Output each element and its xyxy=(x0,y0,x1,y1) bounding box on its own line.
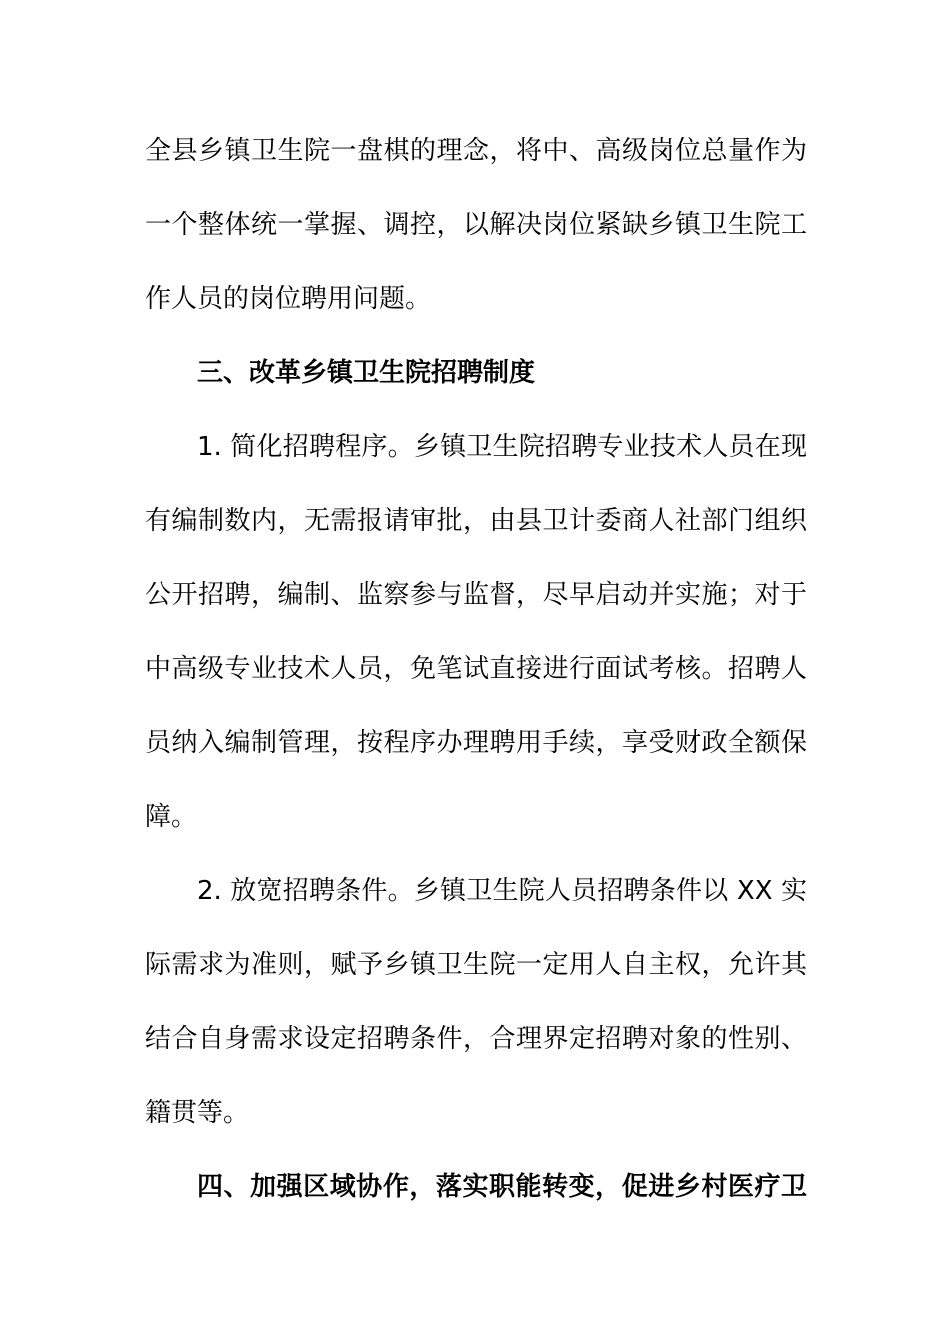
text-line: 全县乡镇卫生院一盘棋的理念，将中、高级岗位总量作为 xyxy=(145,136,807,166)
heading-text: 三、改革乡镇卫生院招聘制度 xyxy=(197,358,536,388)
text-line: 2. 放宽招聘条件。乡镇卫生院人员招聘条件以 XX 实 xyxy=(197,876,807,906)
paragraph-relax-conditions xyxy=(145,854,807,1150)
text-line: 中高级专业技术人员，免笔试直接进行面试考核。招聘人 xyxy=(145,654,807,684)
text-line: 籍贯等。 xyxy=(145,1098,250,1128)
text-line: 1. 简化招聘程序。乡镇卫生院招聘专业技术人员在现 xyxy=(197,432,807,462)
text-line: 有编制数内，无需报请审批，由县卫计委商人社部门组织 xyxy=(145,506,807,536)
paragraph-simplify-recruitment xyxy=(145,410,807,854)
text-line: 作人员的岗位聘用问题。 xyxy=(145,284,432,314)
document-body xyxy=(145,114,807,1224)
heading-text: 四、加强区域协作，落实职能转变，促进乡村医疗卫 xyxy=(197,1172,807,1202)
text-line: 员纳入编制管理，按程序办理聘用手续，享受财政全额保 xyxy=(145,728,807,758)
text-line: 际需求为准则，赋予乡镇卫生院一定用人自主权，允许其 xyxy=(145,950,807,980)
text-line: 障。 xyxy=(145,802,198,832)
section-heading-3 xyxy=(145,336,807,410)
text-line: 结合自身需求设定招聘条件，合理界定招聘对象的性别、 xyxy=(145,1024,807,1054)
paragraph-continuation xyxy=(145,114,807,336)
text-line: 一个整体统一掌握、调控，以解决岗位紧缺乡镇卫生院工 xyxy=(145,210,807,240)
section-heading-4 xyxy=(145,1150,807,1224)
text-line: 公开招聘，编制、监察参与监督，尽早启动并实施；对于 xyxy=(145,580,807,610)
